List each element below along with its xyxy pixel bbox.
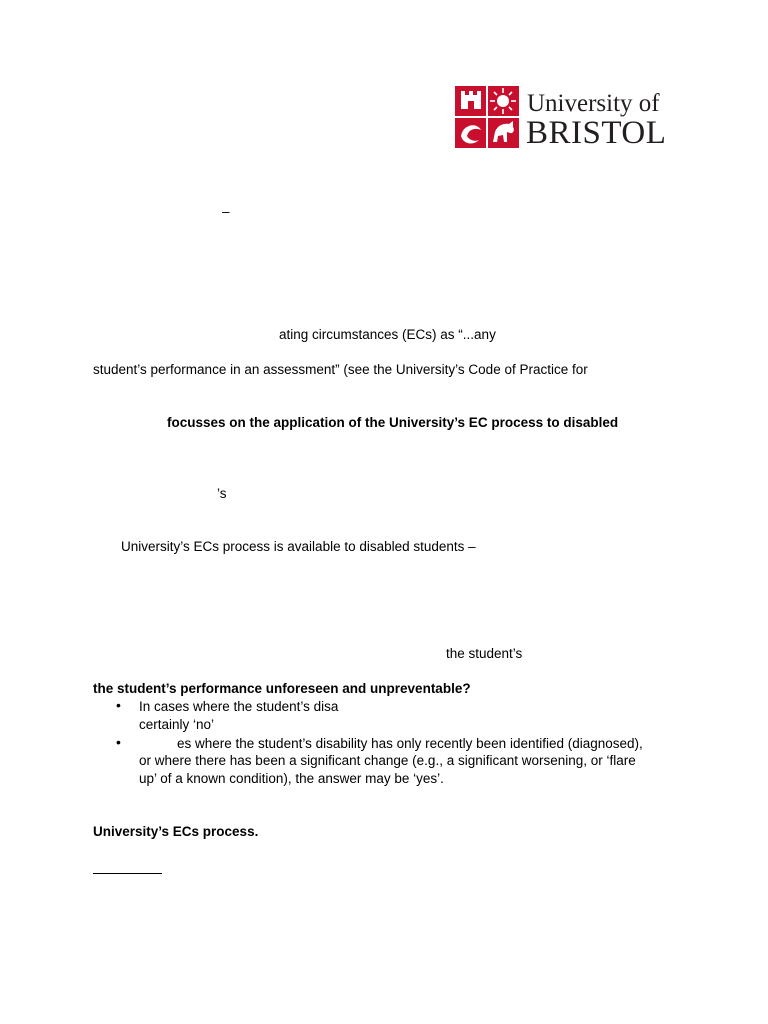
apostrophe-fragment: ’s — [217, 486, 227, 501]
students-fragment: the student’s — [446, 646, 523, 661]
list-item: or where there has been a significant change (e.g., a significant worsening, or ‘flare — [139, 753, 636, 768]
bullet-marker: • — [116, 697, 121, 713]
bold-question: the student’s performance unforeseen and unpreventable? — [93, 681, 471, 696]
list-item: In cases where the student’s disa — [139, 699, 339, 714]
dash-fragment: – — [222, 204, 230, 219]
list-item: certainly ‘no’ — [139, 717, 215, 732]
ecs-available-statement: University’s ECs process is available to disabled students – — [121, 539, 476, 554]
bristol-crest-icon — [455, 86, 519, 148]
logo-text-bristol: BRISTOL — [526, 115, 667, 151]
bold-focus-statement: focusses on the application of the University’s EC process to disabled — [167, 415, 619, 430]
list-item: es where the student’s disability has only recently been identified (diagnosed), — [177, 736, 643, 751]
paragraph-extenuating-line2: student’s performance in an assessment” (see the University’s Code of Practice for — [93, 362, 588, 377]
list-item: up’ of a known condition), the answer may be ‘yes’. — [139, 771, 444, 786]
bullet-marker: • — [116, 734, 121, 750]
bold-process-heading: University’s ECs process. — [93, 824, 259, 839]
university-logo — [455, 86, 677, 150]
logo-text-university-of: University of — [527, 90, 660, 117]
paragraph-extenuating-line1: ating circumstances (ECs) as “...any — [279, 327, 496, 342]
footnote-separator — [93, 873, 162, 874]
